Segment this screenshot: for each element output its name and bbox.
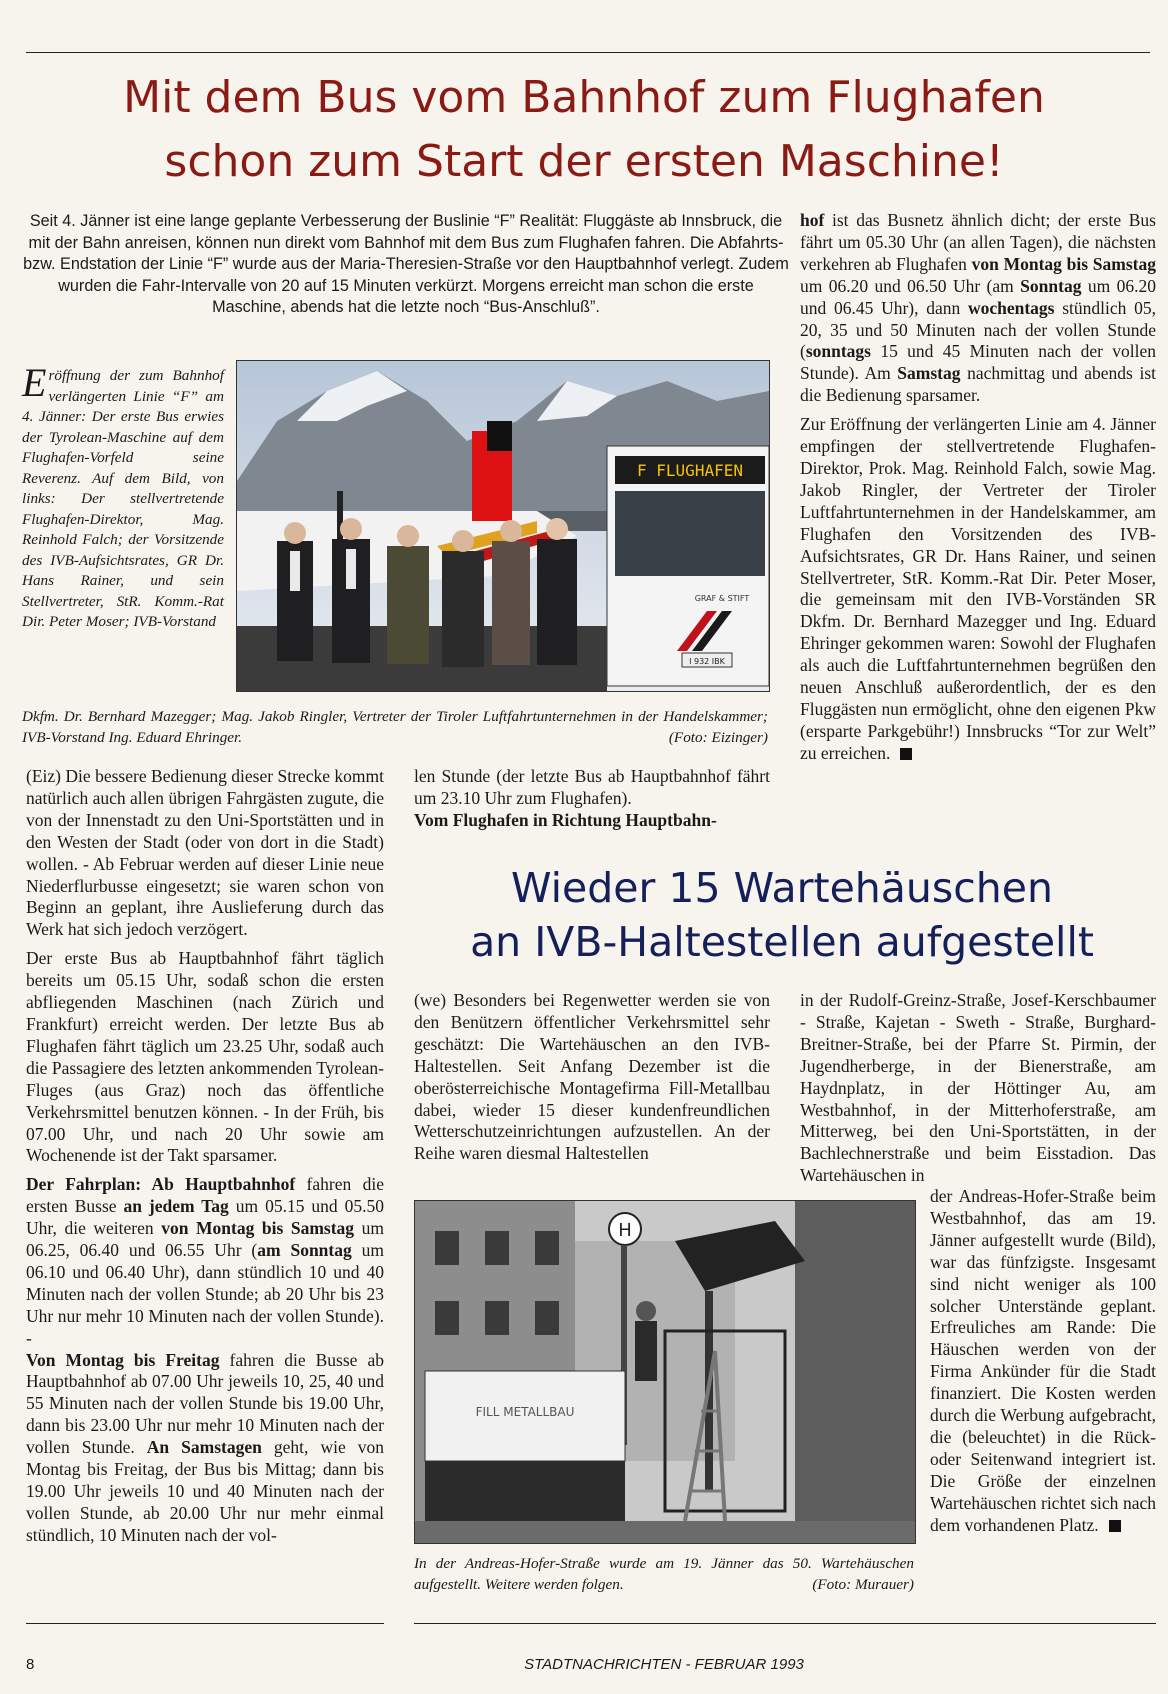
col2-paragraph-1: len Stunde (der letzte Bus ab Hauptbahnhof fährt um 23.10 Uhr zum Flughafen). Vom Flughafen in Richtung Hauptbahn- bbox=[414, 766, 770, 830]
photo-airport-bus bbox=[236, 360, 770, 692]
headline-1-line-1: Mit dem Bus vom Bahnhof zum Flughafen bbox=[123, 72, 1045, 123]
bus-destination-sign: F FLUGHAFEN bbox=[637, 461, 743, 480]
article-1-lead: Seit 4. Jänner ist eine lange geplante Verbesserung der Buslinie “F” Realität: Fluggäste ab Innsbruck, die mit der Bahn anreisen, können nun direkt vom Bahnhof mit dem Bus zum Flughafen fahren. Die Abfahrts- bzw. Endstation der Linie “F” wurde aus der Maria-Theresien-Straße vor den Hauptbahnhof verlegt. Zudem wurden die Fahr-Intervalle von 20 auf 15 Minuten verkürzt. Morgens erreicht man schon die erste Maschine, abends hat die letzte noch “Bus-Anschluß”. bbox=[23, 212, 789, 317]
col1-paragraph-1: (Eiz) Die bessere Bedienung dieser Strecke kommt natürlich auch allen übrigen Fahrgästen zugute, die von der Innenstadt zu den Uni-Sportstätten und in den Westen der Stadt (oder von dort in die Stadt) wollen. - Ab Februar werden auf dieser Linie neue Niederflurbusse eingesetzt; sie waren schon von Beginn an geplant, ihre Auslieferung durch das Werk hat sich jedoch verzögert. bbox=[26, 766, 384, 940]
article-2-column-1 bbox=[414, 990, 770, 1165]
bottom-rule-right bbox=[414, 1623, 1156, 1624]
col1-paragraph-2: Der erste Bus ab Hauptbahnhof fährt täglich bereits um 05.15 Uhr, sodaß schon die ersten abfliegenden Maschinen (nach Zürich und Frankfurt) erreicht werden. Der letzte Bus ab Flughafen fährt täglich um 23.25 Uhr, sodaß auch die Passagiere des letzten ankommenden Tyrolean-Fluges (aus Graz) noch das öffentliche Verkehrsmittel benutzen können. - In der Früh, bis 07.00 Uhr, und nach 20 Uhr sowie am Wochenende ist der Takt sparsamer. bbox=[26, 948, 384, 1166]
headline-2-line-1: Wieder 15 Wartehäuschen bbox=[511, 864, 1053, 912]
photo-2-caption bbox=[414, 1554, 914, 1595]
article-2-col1-text: (we) Besonders bei Regenwetter werden sie von den Benützern öffentlicher Verkehrsmittel sehr geschätzt: Die Wartehäuschen an den IVB-Haltestellen. Seit Anfang Dezember ist die oberösterreichische Montagefirma Fill-Metallbau dabei, wieder 15 dieser kundenfreundlichen Wetterschutzeinrichtungen aufzustellen. An der Reihe waren diesmal Haltestellen bbox=[414, 990, 770, 1164]
caption-dropcap: E bbox=[22, 360, 47, 405]
article-2-col2-side-text: der Andreas-Hofer-Straße beim Westbahnhof, das am 19. Jänner aufgestellt wurde (Bild), war das fünfzigste. Insgesamt sind nicht weniger als 100 solcher Unterstände geplant. Erfreuliches am Rande: Die Häuschen werden von der Firma Ankünder für die Stadt finanziert. Die Kosten werden durch die Werbung aufgebracht, die (beleuchtet) in die Rück- oder Seitenwand integriert ist. Die Größe der einzelnen Wartehäuschen richtet sich nach dem vorhandenen Platz. bbox=[930, 1186, 1156, 1535]
headline-2-line-2: an IVB-Haltestellen aufgestellt bbox=[470, 918, 1094, 966]
article-1-column-3 bbox=[800, 210, 1156, 765]
caption-bottom-text: Dkfm. Dr. Bernhard Mazegger; Mag. Jakob Ringler, Vertreter der Tiroler Luftfahrtunternehmen in der Handelskammer; IVB-Vorstand Ing. Eduard Ehringer. bbox=[22, 708, 768, 746]
caption-side-text: röffnung der zum Bahnhof verlängerten Linie “F” am 4. Jänner: Der erste Bus erwies der Tyrolean-Maschine auf dem Flughafen-Vorfeld seine Reverenz. Auf dem Bild, von links: Der stellvertretende Flughafen-Direktor, Mag. Reinhold Falch; der Vorsitzende des IVB-Aufsichtsrates, GR Dr. Hans Rainer, und sein Stellvertreter, StR. Komm.-Rat Dir. Peter Moser; IVB-Vorstand bbox=[22, 367, 224, 630]
photo-1-caption-side bbox=[22, 360, 224, 633]
photo-airport-bus-illustration bbox=[237, 361, 769, 691]
photo-1-caption-bottom bbox=[22, 707, 768, 748]
photo-1-credit: (Foto: Eizinger) bbox=[668, 728, 768, 746]
end-mark bbox=[900, 748, 912, 760]
stop-sign-letter: H bbox=[618, 1220, 632, 1241]
article-2-column-2-top bbox=[800, 990, 1156, 1187]
bus-license-plate: I 932 IBK bbox=[689, 657, 725, 666]
col3-paragraph-2: Zur Eröffnung der verlängerten Linie am 4. Jänner empfingen der stellvertretende Flughafen-Direktor, Prok. Mag. Reinhold Falch, sowie Mag. Jakob Ringler, der Vertreter der Tiroler Luftfahrtunternehmen in der Handelskammer, am Flughafen den Vorsitzenden des IVB-Aufsichtsrates, GR Dr. Hans Rainer, und seinen Stellvertreter, StR. Komm.-Rat Dir. Peter Moser, die gemeinsam mit den IVB-Vorständen SR Dkfm. Dr. Bernhard Mazegger und Ing. Eduard Ehringer gekommen waren: Sowohl der Flughafen als auch die Luftfahrtunternehmen begrüßen den neuen Anschluß außerordentlich, der es den Fluggästen nun ermöglicht, ohne den eigenen Pkw (ersparte Parkgebühr!) Innsbrucks “Tor zur Welt” zu erreichen. bbox=[800, 414, 1156, 763]
col3-paragraph-1: hof ist das Busnetz ähnlich dicht; der erste Bus fährt um 05.30 Uhr (an allen Tagen), die nächsten verkehren ab Flughafen von Montag bis Samstag um 06.20 und 06.50 Uhr (am Sonntag um 06.20 und 06.45 Uhr), dann wochentags stündlich 05, 20, 35 und 50 Minuten nach der vollen Stunde (sonntags 15 und 45 Minuten nach der vollen Stunde). Am Samstag nachmittag und abends ist die Bedienung sparsamer. bbox=[800, 210, 1156, 406]
photo-2-credit: (Foto: Murauer) bbox=[812, 1575, 914, 1593]
end-mark-2 bbox=[1109, 1520, 1121, 1532]
page-number: 8 bbox=[26, 1656, 35, 1673]
headline-1-line-2: schon zum Start der ersten Maschine! bbox=[164, 136, 1004, 187]
top-rule bbox=[26, 52, 1150, 53]
article-1-column-2 bbox=[414, 766, 770, 832]
col1-paragraph-3: Der Fahrplan: Ab Hauptbahnhof fahren die ersten Busse an jedem Tag um 05.15 und 05.50 Uhr, die weiteren von Montag bis Samstag um 06.25, 06.40 und 06.55 Uhr (am Sonntag um 06.10 und 06.40 Uhr), dann stündlich 10 und 40 Minuten nach der vollen Stunde; ab 20 Uhr bis 23 Uhr nur mehr 10 Minuten nach der vollen Stunde). - bbox=[26, 1174, 385, 1348]
bottom-rule-left bbox=[26, 1623, 384, 1624]
article-2-col2-top-text: in der Rudolf-Greinz-Straße, Josef-Kerschbaumer - Straße, Kajetan - Sweth - Straße, Burghard-Breitner-Straße, bei der Pfarre St. Pirmin, der Jugendherberge, in der Bienerstraße, am Haydnplatz, in der Höttinger Au, am Westbahnhof, in der Mitterhoferstraße, am Mitterweg, bei den Uni-Sportstätten, in der Bachlechnerstraße und beim Eisstadion. Das Wartehäuschen in bbox=[800, 990, 1156, 1186]
publication-footer: STADTNACHRICHTEN - FEBRUAR 1993 bbox=[524, 1656, 804, 1673]
photo-shelter-installation bbox=[414, 1200, 916, 1544]
photo-2-caption-text: In der Andreas-Hofer-Straße wurde am 19. Jänner das 50. Wartehäuschen aufgestellt. Weitere werden folgen. bbox=[414, 1555, 914, 1593]
article-2-column-2-side bbox=[930, 1186, 1156, 1537]
truck-side-text: FILL METALLBAU bbox=[475, 1405, 575, 1419]
bus-brand-label: GRAF & STIFT bbox=[694, 594, 750, 603]
article-1-column-1 bbox=[26, 766, 384, 1547]
col1-paragraph-4: Von Montag bis Freitag fahren die Busse ab Hauptbahnhof ab 07.00 Uhr jeweils 10, 25, 40 und 55 Minuten nach der vollen Stunde bis 19.00 Uhr, dann bis 23.00 Uhr nur mehr 10 Minuten nach der vollen Stunde. An Samstagen geht, wie von Montag bis Freitag, der Bus bis Mittag; dann bis 19.00 Uhr jeweils 10 und 40 Minuten nach der vollen Stunde, ab 20.00 Uhr nur mehr einmal stündlich, 10 Minuten nach der vol- bbox=[26, 1349, 384, 1545]
photo-shelter-illustration bbox=[415, 1201, 915, 1543]
